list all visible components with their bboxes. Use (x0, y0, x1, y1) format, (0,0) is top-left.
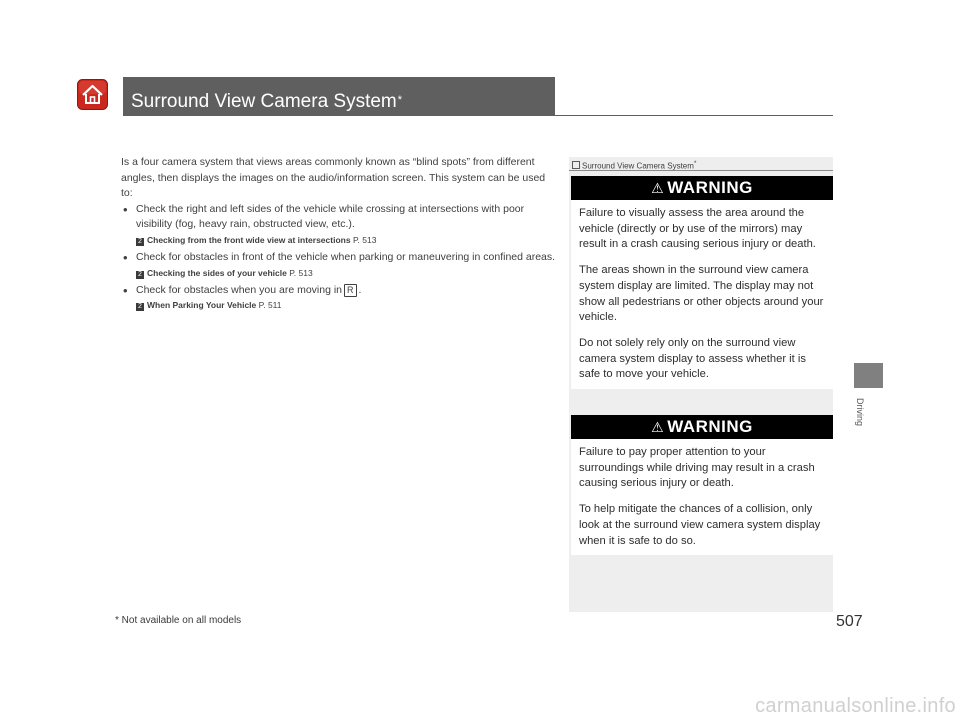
sidebar-header (569, 157, 833, 171)
warning-paragraph: Failure to pay proper attention to your surroundings while driving may result in a crash causing serious injury or death. (579, 446, 815, 490)
cross-reference-link[interactable] (136, 298, 556, 312)
warning-paragraph: Do not solely rely only on the surround view camera system display to assess whether it is safe to move your vehicle. (579, 336, 806, 381)
page-number: 507 (836, 613, 863, 630)
warning-heading: WARNING (667, 417, 753, 436)
bullet-item (121, 283, 556, 299)
reference-arrow-icon: 2 (136, 303, 144, 311)
title-footnote-marker: * (397, 94, 403, 106)
reference-page: P. 513 (289, 267, 313, 278)
warning-body (571, 439, 833, 555)
warning-body (571, 200, 833, 389)
main-content (121, 155, 556, 315)
section-label: Driving (855, 398, 865, 427)
bullet-symbol: • (123, 201, 128, 217)
page-title: Surround View Camera System* (131, 91, 403, 112)
title-divider (123, 115, 833, 116)
bullet-text: Check the right and left sides of the vehicle while crossing at intersections with poor visibility (fog, heavy rain, obstructed view, etc.). (136, 202, 525, 231)
warning-paragraph: The areas shown in the surround view camera system display are limited. The display may not show all pedestrians or other objects around your vehicle. (579, 264, 824, 324)
warning-header (571, 415, 833, 439)
bullet-symbol: • (123, 282, 128, 298)
reference-arrow-icon: 2 (136, 271, 144, 279)
reference-label: Checking from the front wide view at intersections (147, 234, 351, 245)
warning-paragraph: Failure to visually assess the area around the vehicle (directly or by use of the mirrors) may result in a crash causing serious injury or death. (579, 207, 816, 251)
page-title-bar (123, 77, 555, 115)
intro-paragraph: Is a four camera system that views areas commonly known as “blind spots” from different angles, then displays the images on the audio/information screen. This system can be used to: (121, 156, 546, 200)
warning-triangle-icon: ⚠ (651, 419, 665, 435)
bullet-text: Check for obstacles in front of the vehicle when parking or maneuvering in confined areas. (136, 250, 556, 263)
section-tab-marker (854, 363, 883, 388)
cross-reference-link[interactable] (136, 233, 556, 247)
reference-page: P. 511 (258, 300, 282, 311)
bullet-item (121, 250, 556, 266)
warning-header (571, 176, 833, 200)
warning-box (571, 176, 833, 389)
reverse-gear-key-icon: R (344, 284, 357, 297)
cross-reference-link[interactable] (136, 266, 556, 280)
footnote: * Not available on all models (115, 615, 242, 626)
sidebar-footnote-marker: * (693, 160, 697, 167)
note-marker-icon (572, 161, 580, 169)
sidebar-title: Surround View Camera System (582, 161, 694, 171)
watermark: carmanualsonline.info (755, 695, 956, 717)
warning-triangle-icon: ⚠ (651, 180, 665, 196)
home-icon[interactable] (77, 79, 108, 110)
warning-heading: WARNING (667, 178, 753, 197)
reference-label: When Parking Your Vehicle (147, 300, 257, 311)
reference-arrow-icon: 2 (136, 238, 144, 246)
reference-label: Checking the sides of your vehicle (147, 267, 287, 278)
bullet-text-end: . (358, 283, 362, 296)
warning-box (571, 415, 833, 555)
bullet-symbol: • (123, 249, 128, 265)
bullet-text: Check for obstacles when you are moving in (136, 283, 343, 296)
reference-page: P. 513 (352, 234, 377, 245)
warning-paragraph: To help mitigate the chances of a collision, only look at the surround view camera system display when it is safe to do so. (579, 503, 821, 547)
bullet-item (121, 202, 556, 233)
